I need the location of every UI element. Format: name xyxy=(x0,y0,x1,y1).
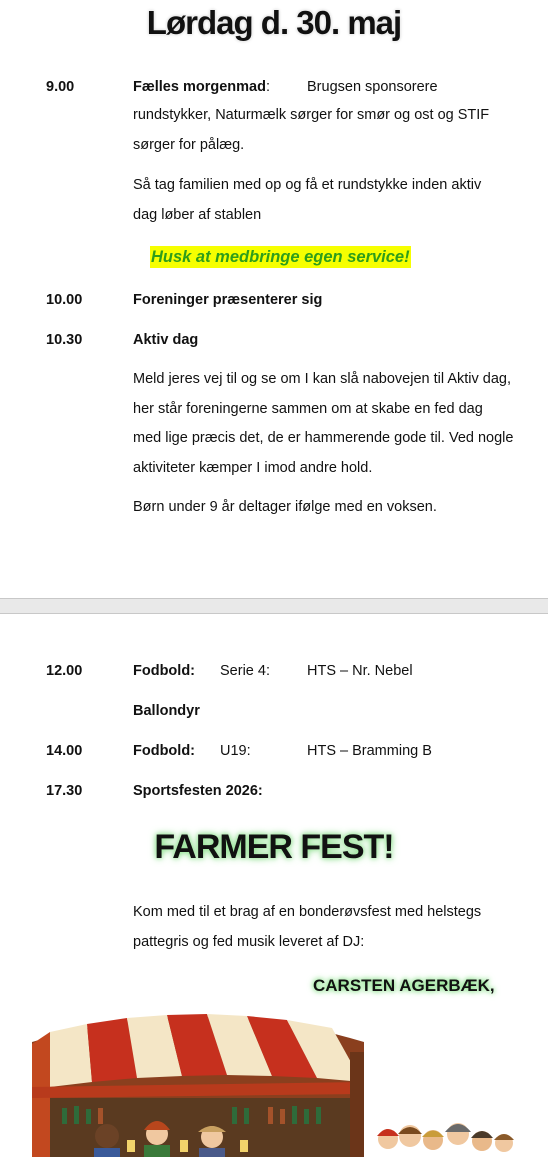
event-type: Fodbold: xyxy=(133,743,196,759)
children-note: Børn under 9 år deltager ifølge med en voksen. xyxy=(133,499,437,515)
time-label: 14.00 xyxy=(46,743,83,759)
farmer-fest-text: Kom med til et brag af en bonderøvsfest med helstegs pattegris og fed musik leveret af DJ: xyxy=(133,904,482,950)
page-title: Lørdag d. 30. maj xyxy=(146,4,402,41)
time-label: 9.00 xyxy=(46,79,75,95)
event-match: HTS – Nr. Nebel xyxy=(307,663,413,679)
event-series: Serie 4: xyxy=(220,663,270,679)
breakfast-heading xyxy=(133,79,270,95)
event-type: Sportsfesten 2026: xyxy=(133,783,263,799)
time-label: 10.00 xyxy=(46,292,83,308)
event-type: Fodbold: xyxy=(133,663,196,679)
time-label: 10.30 xyxy=(46,332,83,348)
foreninger-heading: Foreninger præsenterer sig xyxy=(133,292,323,308)
time-label: 17.30 xyxy=(46,783,83,799)
aktiv-dag-text: Meld jeres vej til og se om I kan slå nabovejen til Aktiv dag, her står foreningerne sammen om at skabe en fed dag med lige præcis det, de er hammerende gode til. Ved nogle aktiviteter kæmper I imod andre hold. xyxy=(133,371,514,476)
event-series: U19: xyxy=(220,743,251,759)
event-match: HTS – Bramming B xyxy=(307,743,432,759)
breakfast-heading-colon: : xyxy=(265,79,270,95)
highlight-note: Husk at medbringe egen service! xyxy=(151,248,410,266)
breakfast-text-2: Så tag familien med op og få et rundstykke inden aktiv dag løber af stablen xyxy=(133,177,482,223)
time-label: 12.00 xyxy=(46,663,83,679)
aktiv-dag-heading: Aktiv dag xyxy=(133,332,199,348)
cartoon-crowd-illustration xyxy=(370,1114,520,1157)
farmer-fest-title: FARMER FEST! xyxy=(154,828,394,866)
breakfast-text: rundstykker, Naturmælk sørger for smør og ost og STIF sørger for pålæg. xyxy=(133,107,490,153)
document-page-2 xyxy=(0,614,548,1157)
breakfast-heading-text: Fælles morgenmad xyxy=(133,79,266,95)
dj-name: CARSTEN AGERBÆK, xyxy=(313,976,495,995)
breakfast-sponsor: Brugsen sponsorere xyxy=(307,79,438,95)
event-type: Ballondyr xyxy=(133,703,200,719)
party-tent-illustration xyxy=(32,1012,364,1157)
page-separator xyxy=(0,598,548,614)
